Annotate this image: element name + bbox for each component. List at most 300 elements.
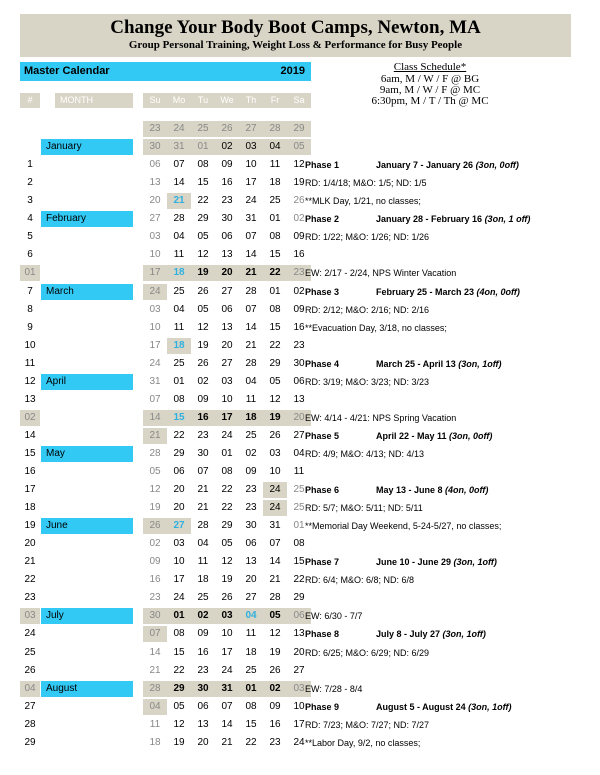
page-subtitle: Group Personal Training, Weight Loss & Performance for Busy People [128, 39, 463, 51]
week-number: 14 [24, 429, 36, 441]
day-cell-wednesday: 13 [221, 249, 233, 261]
day-cell-wednesday: 17 [215, 410, 239, 426]
week-row [0, 535, 600, 553]
day-cell-tuesday: 12 [197, 249, 209, 261]
day-cell-tuesday: 25 [197, 592, 209, 604]
day-cell-thursday: 07 [245, 303, 257, 315]
day-cell-saturday: 15 [293, 556, 305, 568]
day-cell-thursday: 24 [245, 195, 257, 207]
day-cell-monday: 10 [173, 556, 185, 568]
day-cell-thursday: 28 [245, 357, 257, 369]
day-cell-wednesday: 17 [221, 646, 233, 658]
day-cell-monday: 24 [173, 592, 185, 604]
day-cell-wednesday: 20 [221, 339, 233, 351]
phase-date-range: February 25 - March 23 (4on, 0off) [376, 286, 520, 297]
row-note: RD: 3/19; M&O: 3/23; ND: 3/23 [305, 376, 430, 387]
day-cell-tuesday: 02 [191, 608, 215, 624]
day-cell-friday: 01 [269, 213, 281, 225]
week-number: 03 [20, 608, 40, 624]
day-cell-wednesday: 29 [221, 520, 233, 532]
day-cell-tuesday: 23 [197, 429, 209, 441]
day-cell-sunday: 02 [149, 538, 161, 550]
day-cell-monday: 28 [173, 213, 185, 225]
day-cell-wednesday: 27 [221, 357, 233, 369]
day-cell-friday: 09 [269, 700, 281, 712]
day-cell-tuesday: 23 [197, 664, 209, 676]
master-calendar-label: Master Calendar [24, 65, 110, 77]
week-row [0, 391, 600, 409]
day-cell-sunday: 23 [149, 592, 161, 604]
day-cell-wednesday: 13 [221, 321, 233, 333]
day-cell-thursday: 02 [245, 447, 257, 459]
phase-label: Phase 9 [305, 701, 340, 712]
day-cell-wednesday: 31 [215, 681, 239, 697]
week-row [0, 481, 600, 499]
calendar-year: 2019 [280, 65, 305, 77]
week-number: 18 [24, 502, 36, 514]
phase-label: Phase 1 [305, 160, 340, 171]
day-cell-tuesday: 09 [197, 628, 209, 640]
day-cell-thursday: 30 [245, 520, 257, 532]
day-cell-thursday: 08 [245, 700, 257, 712]
row-note: RD: 4/9; M&O: 4/13; ND: 4/13 [305, 448, 425, 459]
day-cell-saturday: 29 [293, 592, 305, 604]
phase-date-range: August 5 - August 24 (3on, 1off) [376, 701, 512, 712]
day-cell-saturday: 09 [293, 303, 305, 315]
day-cell-tuesday: 22 [197, 195, 209, 207]
day-cell-friday: 14 [269, 556, 281, 568]
day-cell-sunday: 31 [149, 375, 161, 387]
day-cell-sunday: 19 [149, 502, 161, 514]
day-cell-monday: 15 [173, 646, 185, 658]
day-cell-saturday: 29 [287, 121, 311, 137]
day-cell-monday: 20 [173, 484, 185, 495]
month-label: May [41, 446, 133, 462]
week-number: 4 [27, 213, 33, 225]
week-number: 29 [24, 736, 36, 748]
day-cell-monday: 08 [173, 628, 185, 640]
week-row [0, 607, 600, 625]
day-cell-thursday: 15 [245, 718, 257, 730]
day-cell-tuesday: 25 [191, 121, 215, 137]
day-cell-saturday: 23 [293, 339, 305, 351]
day-cell-saturday: 16 [293, 321, 305, 333]
day-cell-tuesday: 16 [197, 646, 209, 658]
week-number: 7 [27, 285, 33, 297]
row-note: RD: 6/25; M&O: 6/29; ND: 6/29 [305, 647, 430, 658]
day-cell-sunday: 24 [149, 357, 161, 369]
day-cell-thursday: 21 [239, 265, 263, 281]
day-cell-friday: 28 [263, 121, 287, 137]
day-cell-wednesday: 07 [221, 700, 233, 712]
day-cell-sunday: 09 [149, 556, 161, 568]
day-cell-saturday: 13 [293, 628, 305, 640]
month-label: February [41, 211, 133, 227]
day-cell-friday: 08 [269, 303, 281, 315]
week-row [0, 517, 600, 535]
day-cell-monday: 24 [167, 121, 191, 137]
week-row [0, 319, 600, 337]
day-cell-tuesday: 18 [197, 574, 209, 586]
week-number: 24 [24, 628, 36, 640]
day-cell-saturday: 11 [293, 465, 305, 477]
week-number: 13 [24, 393, 36, 405]
day-cell-thursday: 23 [245, 502, 257, 514]
day-cell-tuesday: 13 [197, 718, 209, 730]
phase-label: Phase 6 [305, 485, 340, 495]
week-row [0, 283, 600, 301]
day-cell-sunday: 04 [143, 699, 167, 715]
day-cell-saturday: 12 [293, 159, 305, 171]
day-cell-tuesday: 11 [197, 556, 209, 568]
row-note: RD: 5/7; M&O: 5/11; ND: 5/11 [305, 503, 423, 514]
day-cell-sunday: 30 [143, 139, 167, 155]
week-number: 15 [24, 447, 36, 459]
day-cell-saturday: 30 [293, 357, 305, 369]
day-cell-tuesday: 20 [197, 736, 209, 748]
class-schedule-title: Class Schedule* [393, 61, 467, 73]
month-label: April [41, 374, 133, 390]
day-cell-saturday: 02 [293, 213, 305, 225]
day-cell-tuesday: 29 [197, 213, 209, 225]
day-cell-tuesday: 08 [197, 159, 209, 171]
week-row [0, 228, 600, 246]
day-cell-thursday: 22 [245, 736, 257, 748]
day-cell-friday: 26 [269, 429, 281, 441]
day-cell-saturday: 06 [287, 608, 311, 624]
week-number: 3 [27, 195, 33, 207]
day-cell-monday: 19 [173, 736, 185, 748]
week-number: 26 [24, 664, 36, 676]
day-cell-monday: 18 [167, 338, 191, 354]
row-note: **Labor Day, 9/2, no classes; [305, 737, 421, 748]
day-cell-wednesday: 20 [215, 265, 239, 281]
week-number: 12 [24, 375, 36, 387]
day-cell-sunday: 27 [149, 213, 161, 225]
day-cell-friday: 11 [269, 159, 281, 171]
day-cell-sunday: 07 [143, 626, 167, 642]
day-cell-monday: 17 [173, 574, 185, 586]
day-cell-monday: 29 [167, 681, 191, 697]
day-cell-saturday: 03 [287, 681, 311, 697]
day-cell-friday: 31 [269, 520, 281, 532]
page-title: Change Your Body Boot Camps, Newton, MA [110, 17, 481, 38]
phase-date-range: March 25 - April 13 (3on, 1off) [376, 358, 502, 369]
day-cell-thursday: 18 [245, 646, 257, 658]
week-row [0, 734, 600, 752]
phase-date-range: January 7 - January 26 (3on, 0off) [376, 160, 519, 171]
week-row [0, 138, 600, 156]
day-cell-monday: 06 [173, 465, 185, 477]
week-row [0, 589, 600, 607]
row-note: RD: 7/23; M&O: 7/27; ND: 7/27 [305, 719, 430, 730]
day-cell-thursday: 13 [245, 556, 257, 568]
week-number: 20 [24, 538, 36, 550]
column-header-saturday: Sa [287, 93, 311, 108]
week-row [0, 716, 600, 734]
week-row [0, 337, 600, 355]
day-cell-sunday: 30 [143, 608, 167, 624]
day-cell-thursday: 23 [245, 484, 257, 495]
day-cell-friday: 19 [263, 410, 287, 426]
day-cell-wednesday: 27 [221, 285, 233, 297]
column-header-wednesday: We [215, 93, 239, 108]
week-row [0, 553, 600, 571]
day-cell-monday: 20 [173, 502, 185, 514]
day-cell-monday: 04 [173, 231, 185, 243]
day-cell-sunday: 07 [149, 393, 161, 405]
week-number: 10 [24, 339, 36, 351]
day-cell-tuesday: 05 [197, 231, 209, 243]
day-cell-tuesday: 12 [197, 321, 209, 333]
day-cell-friday: 02 [263, 681, 287, 697]
phase-date-range: January 28 - February 16 (3on, 1 off) [376, 214, 531, 225]
day-cell-thursday: 28 [245, 285, 257, 297]
day-cell-wednesday: 06 [221, 231, 233, 243]
week-number: 21 [24, 556, 36, 568]
day-cell-thursday: 14 [245, 321, 257, 333]
day-cell-tuesday: 30 [197, 447, 209, 459]
row-note: RD: 1/4/18; M&O: 1/5; ND: 1/5 [305, 178, 427, 189]
week-number: 9 [27, 321, 33, 333]
day-cell-sunday: 11 [149, 718, 161, 730]
day-cell-tuesday: 30 [191, 681, 215, 697]
day-cell-thursday: 01 [239, 681, 263, 697]
day-cell-saturday: 06 [293, 375, 305, 387]
week-row [0, 463, 600, 481]
day-cell-saturday: 23 [287, 265, 311, 281]
day-cell-wednesday: 02 [215, 139, 239, 155]
day-cell-wednesday: 14 [221, 718, 233, 730]
day-cell-sunday: 03 [149, 303, 161, 315]
week-number: 17 [24, 484, 36, 495]
week-number: 22 [24, 574, 36, 586]
day-cell-friday: 10 [269, 465, 281, 477]
day-cell-tuesday: 01 [191, 139, 215, 155]
day-cell-tuesday: 05 [197, 303, 209, 315]
day-cell-saturday: 16 [293, 249, 305, 261]
week-row [0, 120, 600, 138]
day-cell-friday: 19 [269, 646, 281, 658]
day-cell-saturday: 19 [293, 177, 305, 189]
phase-label: Phase 2 [305, 214, 340, 225]
day-cell-tuesday: 19 [197, 339, 209, 351]
day-cell-wednesday: 26 [215, 121, 239, 137]
day-cell-tuesday: 28 [197, 520, 209, 532]
week-row [0, 499, 600, 517]
week-row [0, 427, 600, 445]
week-number: 16 [24, 465, 36, 477]
day-cell-thursday: 03 [239, 139, 263, 155]
day-cell-tuesday: 21 [197, 484, 209, 495]
day-cell-sunday: 21 [143, 428, 167, 444]
week-number: 02 [20, 410, 40, 426]
day-cell-saturday: 17 [293, 718, 305, 730]
day-cell-sunday: 12 [149, 484, 161, 495]
month-label: January [41, 139, 133, 155]
day-cell-wednesday: 19 [221, 574, 233, 586]
week-row [0, 264, 600, 282]
row-note: RD: 6/4; M&O: 6/8; ND: 6/8 [305, 575, 415, 586]
day-cell-monday: 01 [173, 375, 185, 387]
day-cell-thursday: 10 [245, 159, 257, 171]
day-cell-wednesday: 03 [215, 608, 239, 624]
day-cell-tuesday: 04 [197, 538, 209, 550]
day-cell-sunday: 14 [143, 410, 167, 426]
day-cell-saturday: 01 [293, 520, 305, 532]
week-number: 11 [24, 357, 36, 369]
day-cell-thursday: 04 [239, 608, 263, 624]
day-cell-friday: 05 [269, 375, 281, 387]
day-cell-sunday: 17 [149, 339, 161, 351]
week-number: 5 [27, 231, 33, 243]
day-cell-tuesday: 15 [197, 177, 209, 189]
month-label: June [41, 518, 133, 534]
day-cell-thursday: 18 [239, 410, 263, 426]
day-cell-saturday: 24 [293, 736, 305, 748]
day-cell-wednesday: 26 [221, 592, 233, 604]
day-cell-saturday: 04 [293, 447, 305, 459]
week-number: 01 [20, 265, 40, 281]
day-cell-sunday: 28 [143, 681, 167, 697]
phase-date-range: May 13 - June 8 (4on, 0off) [376, 485, 489, 495]
week-row [0, 246, 600, 264]
day-cell-wednesday: 03 [221, 375, 233, 387]
day-cell-monday: 31 [167, 139, 191, 155]
row-note: **MLK Day, 1/21, no classes; [305, 196, 421, 207]
day-cell-friday: 03 [269, 447, 281, 459]
day-cell-tuesday: 21 [197, 502, 209, 514]
day-cell-saturday: 13 [293, 393, 305, 405]
day-cell-sunday: 13 [149, 177, 161, 189]
day-cell-sunday: 10 [149, 321, 161, 333]
day-cell-tuesday: 26 [197, 357, 209, 369]
week-number: 23 [24, 592, 36, 604]
day-cell-wednesday: 24 [221, 429, 233, 441]
day-cell-monday: 04 [173, 303, 185, 315]
week-number: 2 [27, 177, 33, 189]
day-cell-thursday: 27 [239, 121, 263, 137]
week-row [0, 301, 600, 319]
day-cell-friday: 22 [263, 265, 287, 281]
day-cell-wednesday: 01 [221, 447, 233, 459]
day-cell-saturday: 25 [293, 484, 305, 495]
day-cell-wednesday: 12 [221, 556, 233, 568]
week-row [0, 409, 600, 427]
day-cell-friday: 21 [269, 574, 281, 586]
day-cell-thursday: 17 [245, 177, 257, 189]
day-cell-friday: 07 [269, 538, 281, 550]
month-label: August [41, 681, 133, 697]
day-cell-friday: 16 [269, 718, 281, 730]
day-cell-thursday: 20 [245, 574, 257, 586]
day-cell-thursday: 04 [245, 375, 257, 387]
schedule-line: 9am, M / W / F @ MC [379, 84, 481, 96]
week-number: 1 [27, 159, 33, 171]
day-cell-saturday: 22 [293, 574, 305, 586]
day-cell-friday: 23 [269, 736, 281, 748]
day-cell-sunday: 14 [149, 646, 161, 658]
day-cell-saturday: 27 [293, 429, 305, 441]
day-cell-monday: 12 [173, 718, 185, 730]
phase-label: Phase 5 [305, 430, 340, 441]
day-cell-monday: 11 [173, 249, 185, 261]
row-note: **Memorial Day Weekend, 5-24-5/27, no classes; [305, 521, 502, 532]
week-row [0, 445, 600, 463]
day-cell-friday: 01 [269, 285, 281, 297]
day-cell-wednesday: 10 [221, 628, 233, 640]
week-row [0, 210, 600, 228]
schedule-line: 6am, M / W / F @ BG [380, 73, 480, 85]
day-cell-monday: 08 [173, 393, 185, 405]
day-cell-monday: 27 [167, 518, 191, 534]
day-cell-saturday: 20 [287, 410, 311, 426]
column-header-sunday: Su [143, 93, 167, 108]
day-cell-monday: 25 [173, 285, 185, 297]
day-cell-monday: 29 [173, 447, 185, 459]
month-label: July [41, 608, 133, 624]
day-cell-wednesday: 16 [221, 177, 233, 189]
day-cell-monday: 22 [173, 429, 185, 441]
day-cell-tuesday: 06 [197, 700, 209, 712]
day-cell-friday: 26 [269, 664, 281, 676]
day-cell-sunday: 28 [149, 447, 161, 459]
phase-date-range: June 10 - June 29 (3on, 1off) [376, 557, 497, 568]
day-cell-monday: 25 [173, 357, 185, 369]
day-cell-thursday: 06 [245, 538, 257, 550]
day-cell-wednesday: 06 [221, 303, 233, 315]
day-cell-saturday: 02 [293, 285, 305, 297]
day-cell-saturday: 05 [287, 139, 311, 155]
day-cell-wednesday: 08 [221, 465, 233, 477]
day-cell-tuesday: 09 [197, 393, 209, 405]
day-cell-sunday: 26 [143, 518, 167, 534]
week-row [0, 680, 600, 698]
day-cell-wednesday: 22 [221, 502, 233, 514]
day-cell-friday: 28 [269, 592, 281, 604]
day-cell-thursday: 27 [245, 592, 257, 604]
day-cell-monday: 05 [173, 700, 185, 712]
day-cell-monday: 21 [167, 193, 191, 209]
phase-date-range: April 22 - May 11 (3on, 0off) [376, 430, 493, 441]
day-cell-tuesday: 26 [197, 285, 209, 297]
day-cell-thursday: 11 [245, 393, 257, 405]
day-cell-wednesday: 21 [221, 736, 233, 748]
column-header-thursday: Th [239, 93, 263, 108]
week-row [0, 373, 600, 391]
day-cell-monday: 03 [173, 538, 185, 550]
day-cell-tuesday: 07 [197, 465, 209, 477]
day-cell-thursday: 31 [245, 213, 257, 225]
day-cell-saturday: 09 [293, 231, 305, 243]
day-cell-thursday: 14 [245, 249, 257, 261]
phase-label: Phase 4 [305, 358, 340, 369]
row-note: RD: 1/22; M&O: 1/26; ND: 1/26 [305, 232, 430, 243]
row-note: EW: 2/17 - 2/24, NPS Winter Vacation [305, 268, 457, 279]
week-number: 25 [24, 646, 36, 658]
day-cell-sunday: 10 [149, 249, 161, 261]
day-cell-friday: 12 [269, 393, 281, 405]
day-cell-thursday: 25 [245, 429, 257, 441]
day-cell-saturday: 25 [293, 502, 305, 514]
week-number: 04 [20, 681, 40, 697]
column-header-month: MONTH [55, 93, 133, 108]
day-cell-thursday: 09 [245, 465, 257, 477]
day-cell-friday: 29 [269, 357, 281, 369]
day-cell-monday: 14 [173, 177, 185, 189]
day-cell-friday: 12 [269, 628, 281, 640]
day-cell-tuesday: 16 [191, 410, 215, 426]
